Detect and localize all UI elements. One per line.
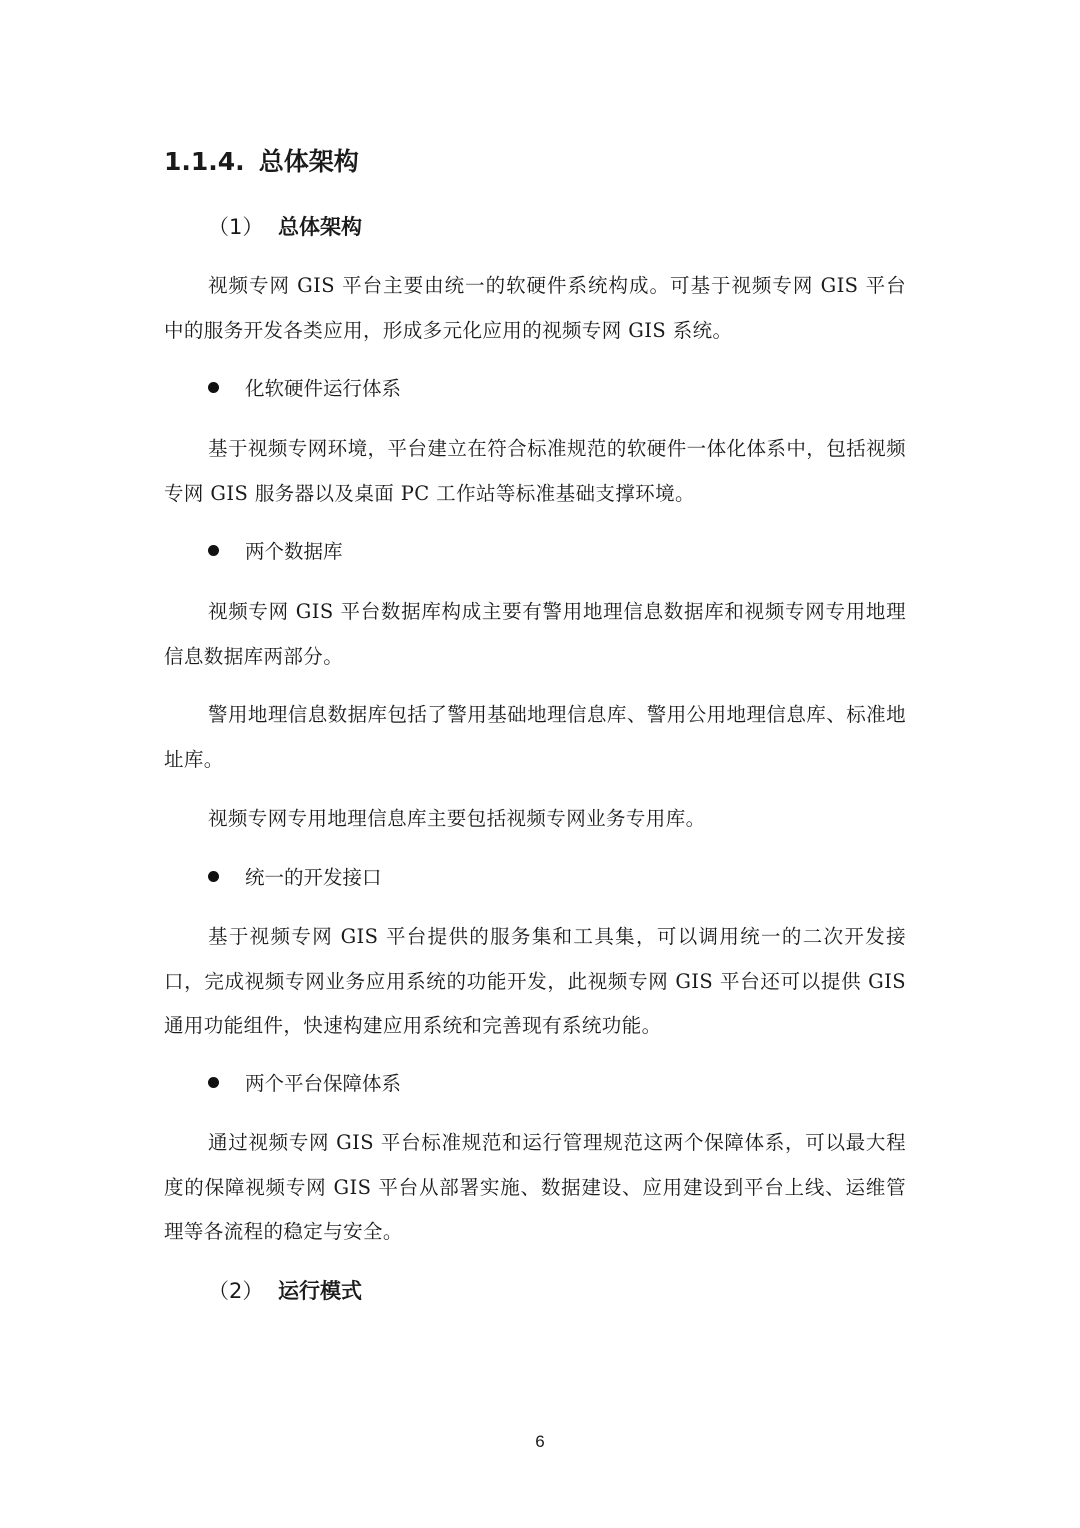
body-paragraph: 基于视频专网 GIS 平台提供的服务集和工具集，可以调用统一的二次开发接口，完成视频专网业务应用系统的功能开发，此视频专网 GIS 平台还可以提供 GIS 通用功能组件，快速构建应用系统和完善现有系统功能。 [164, 925, 906, 1038]
bullet-dot-icon [208, 382, 219, 393]
bullet-label: 统一的开发接口 [245, 866, 382, 889]
bullet-item [208, 863, 382, 893]
bullet-label: 化软硬件运行体系 [245, 377, 402, 400]
body-paragraph: 警用地理信息数据库包括了警用基础地理信息库、警用公用地理信息库、标准地址库。 [164, 703, 906, 771]
page-number: 6 [535, 1432, 545, 1451]
body-paragraph: 基于视频专网环境，平台建立在符合标准规范的软硬件一体化体系中，包括视频专网 GIS 服务器以及桌面 PC 工作站等标准基础支撑环境。 [164, 437, 906, 505]
bullet-dot-icon [208, 1077, 219, 1088]
bullet-dot-icon [208, 871, 219, 882]
intro-paragraph: 视频专网 GIS 平台主要由统一的软硬件系统构成。可基于视频专网 GIS 平台中的服务开发各类应用，形成多元化应用的视频专网 GIS 系统。 [164, 274, 906, 342]
bullet-item [208, 537, 343, 567]
subsection-index: （1） [208, 215, 264, 239]
section-title: 总体架构 [258, 147, 359, 176]
body-paragraph: 通过视频专网 GIS 平台标准规范和运行管理规范这两个保障体系，可以最大程度的保障视频专网 GIS 平台从部署实施、数据建设、应用建设到平台上线、运维管理等各流程的稳定与安全。 [164, 1131, 906, 1244]
body-paragraph: 视频专网 GIS 平台数据库构成主要有警用地理信息数据库和视频专网专用地理信息数据库两部分。 [164, 600, 906, 668]
body-paragraph: 视频专网专用地理信息库主要包括视频专网业务专用库。 [208, 807, 706, 830]
subsection-title: 总体架构 [278, 215, 362, 239]
bullet-item [208, 1069, 401, 1099]
subsection-heading-2 [208, 1276, 362, 1306]
subsection-title: 运行模式 [278, 1279, 362, 1303]
subsection-heading-1 [208, 212, 362, 242]
subsection-index: （2） [208, 1279, 264, 1303]
section-number: 1.1.4. [164, 147, 245, 176]
bullet-label: 两个平台保障体系 [245, 1072, 402, 1095]
section-heading [164, 144, 359, 180]
bullet-label: 两个数据库 [245, 540, 343, 563]
bullet-item [208, 374, 401, 404]
bullet-dot-icon [208, 545, 219, 556]
